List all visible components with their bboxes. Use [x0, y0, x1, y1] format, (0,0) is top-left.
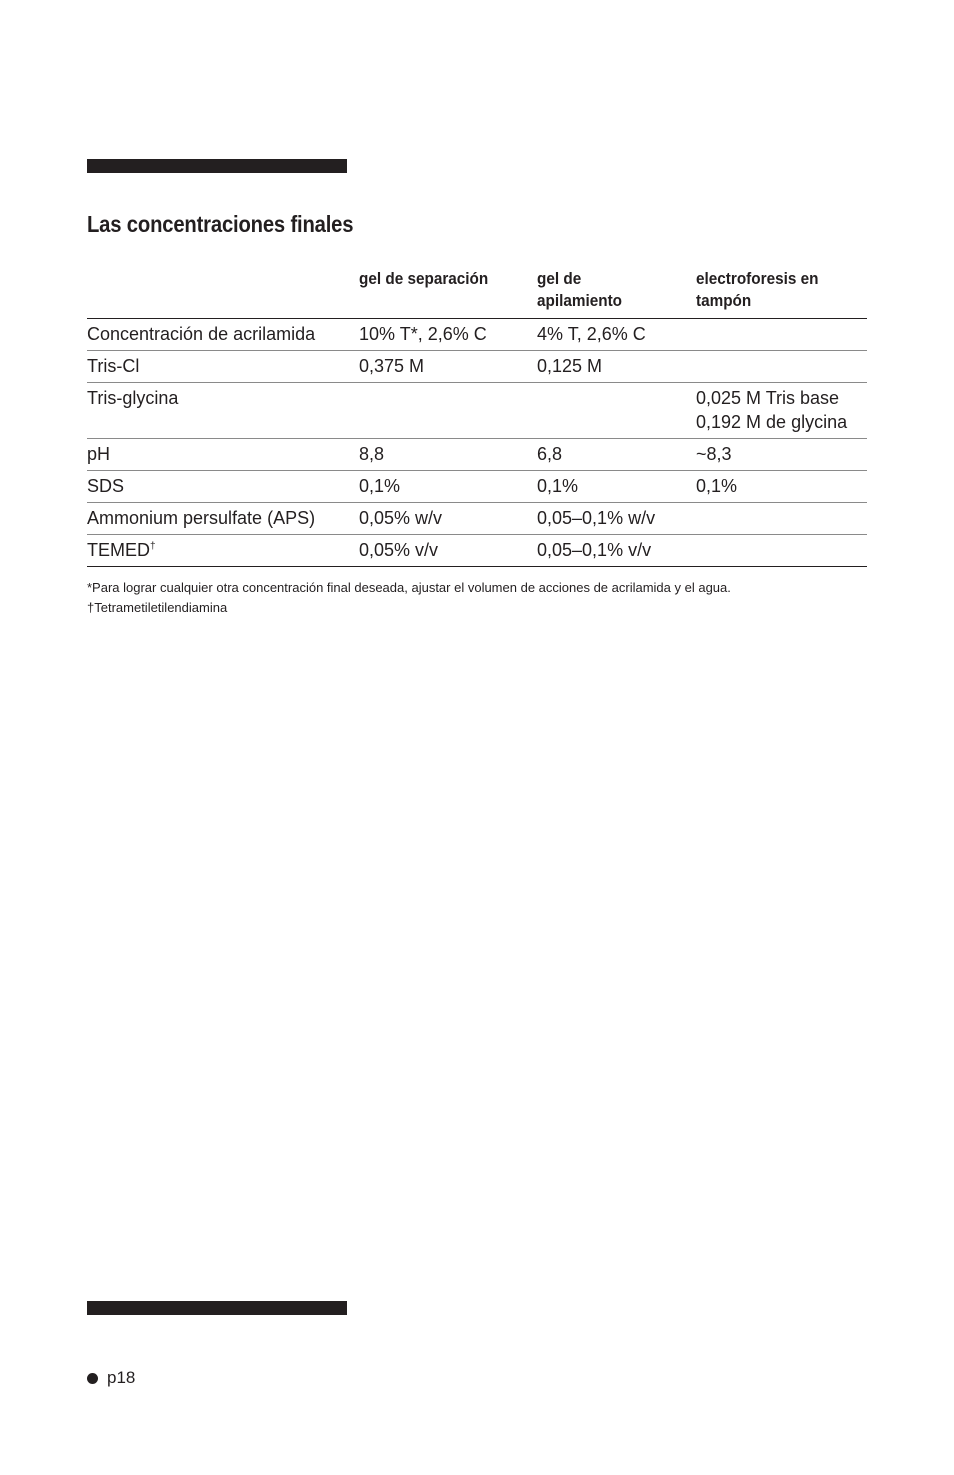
row-label: Concentración de acrilamida [87, 319, 359, 351]
header-separating-gel: gel de separación [359, 266, 537, 319]
row-label: Ammonium persulfate (APS) [87, 503, 359, 535]
header-running-buffer: electroforesis en tampón [696, 266, 867, 319]
cell: 0,05% w/v [359, 503, 537, 535]
cell: 0,1% [696, 471, 867, 503]
cell: 0,05% v/v [359, 535, 537, 567]
cell [696, 503, 867, 535]
table-row [87, 351, 867, 383]
cell [537, 383, 696, 439]
decorative-bottom-bar [87, 1301, 347, 1315]
table-row [87, 319, 867, 351]
table-row [87, 439, 867, 471]
page-footer [87, 1368, 135, 1388]
cell: 0,1% [537, 471, 696, 503]
page-number: p18 [107, 1368, 136, 1387]
cell: 0,05–0,1% w/v [537, 503, 696, 535]
cell: 4% T, 2,6% C [537, 319, 696, 351]
cell [696, 319, 867, 351]
table-header-row [87, 266, 867, 319]
cell: 0,05–0,1% v/v [537, 535, 696, 567]
footnote-mark: † [150, 541, 156, 552]
table-row [87, 535, 867, 567]
cell: 0,025 M Tris base 0,192 M de glycina [696, 383, 867, 439]
footnotes [87, 578, 731, 618]
header-stacking-gel: gel de apilamiento [537, 266, 696, 319]
cell: 0,125 M [537, 351, 696, 383]
footnote: †Tetrametiletilendiamina [87, 600, 228, 615]
footnote: *Para lograr cualquier otra concentración final deseada, ajustar el volumen de acciones de acrilamida y el agua. [87, 580, 731, 595]
bullet-icon [87, 1373, 98, 1384]
cell [359, 383, 537, 439]
cell [696, 535, 867, 567]
cell: 6,8 [537, 439, 696, 471]
cell: 0,375 M [359, 351, 537, 383]
decorative-top-bar [87, 159, 347, 173]
row-label: Tris-Cl [87, 351, 359, 383]
row-label: TEMED [87, 540, 150, 560]
row-label: pH [87, 439, 359, 471]
header-empty [87, 266, 359, 319]
cell: 10% T*, 2,6% C [359, 319, 537, 351]
page-title: Las concentraciones finales [87, 211, 354, 237]
row-label: SDS [87, 471, 359, 503]
concentrations-table [87, 266, 867, 567]
cell: ~8,3 [696, 439, 867, 471]
table-row [87, 383, 867, 439]
cell: 8,8 [359, 439, 537, 471]
cell [696, 351, 867, 383]
row-label: Tris-glycina [87, 383, 359, 439]
cell: 0,1% [359, 471, 537, 503]
table-row [87, 471, 867, 503]
table-row [87, 503, 867, 535]
row-label-cell [87, 535, 359, 567]
